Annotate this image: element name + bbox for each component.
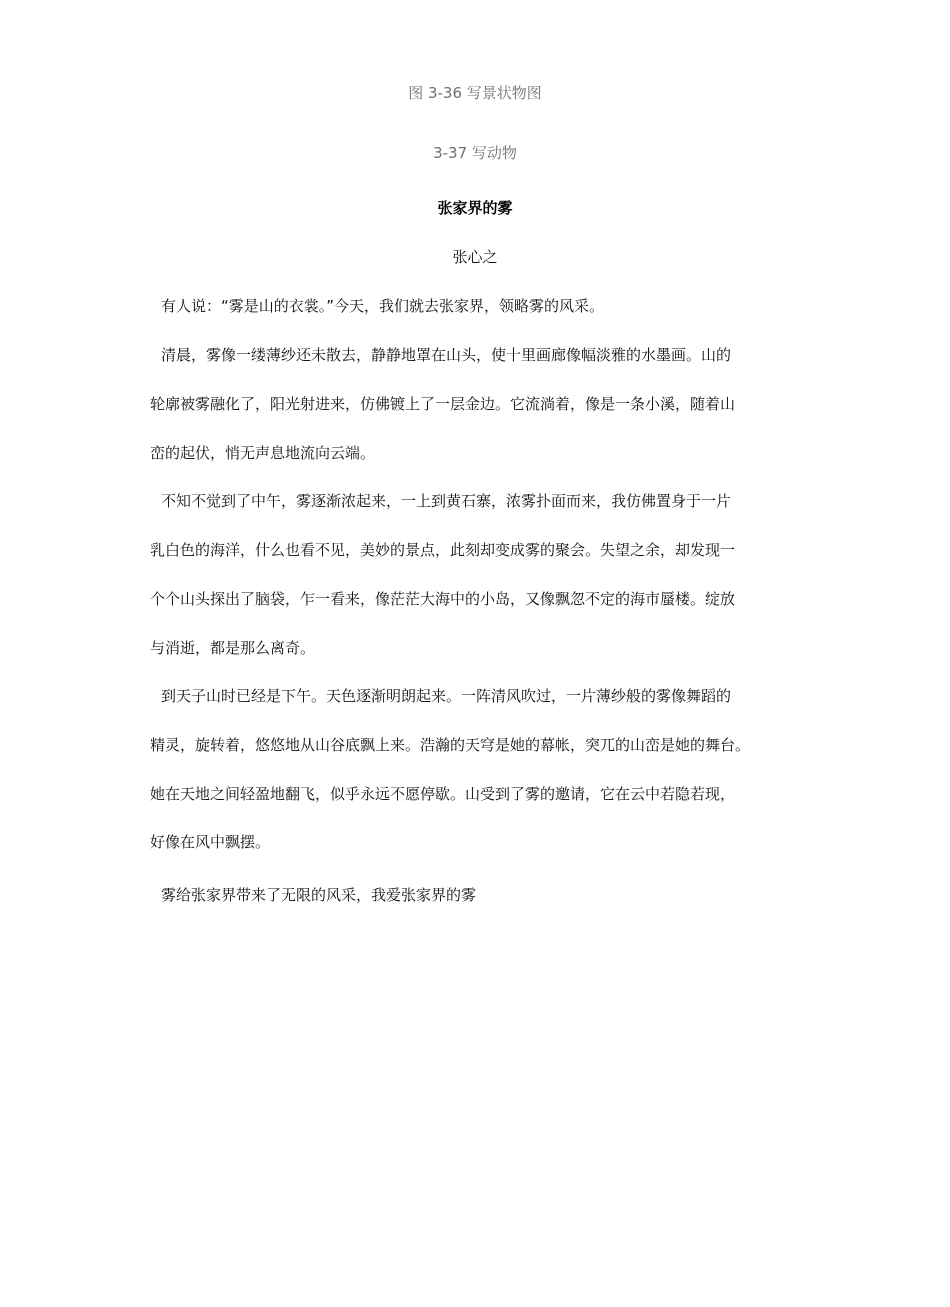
paragraph-2-line-2: 轮廓被雾融化了，阳光射进来，仿佛镀上了一层金边。它流淌着，像是一条小溪，随着山 (150, 395, 736, 413)
paragraph-4-line-2: 精灵，旋转着，悠悠地从山谷底飘上来。浩瀚的天穹是她的幕帐，突兀的山峦是她的舞台。 (150, 736, 751, 754)
essay-author: 张心之 (452, 248, 498, 266)
paragraph-4-line-3: 她在天地之间轻盈地翻飞，似乎永远不愿停歇。山受到了雾的邀请，它在云中若隐若现， (150, 785, 736, 803)
paragraph-4-line-4: 好像在风中飘摆。 (150, 833, 271, 851)
paragraph-3-line-1: 不知不觉到了中午，雾逐渐浓起来，一上到黄石寨，浓雾扑面而来，我仿佛置身于一片 (161, 492, 732, 510)
figure-caption-3-36: 图 3-36 写景状物图 (408, 84, 542, 102)
paragraph-2-line-3: 峦的起伏，悄无声息地流向云端。 (150, 444, 376, 462)
paragraph-1-line-1: 有人说：“雾是山的衣裳。”今天，我们就去张家界，领略雾的风采。 (161, 297, 605, 315)
paragraph-3-line-3: 个个山头探出了脑袋，乍一看来，像茫茫大海中的小岛，又像飘忽不定的海市蜃楼。绽放 (150, 590, 736, 608)
paragraph-4-line-1: 到天子山时已经是下午。天色逐渐明朗起来。一阵清风吹过，一片薄纱般的雾像舞蹈的 (161, 687, 732, 705)
figure-caption-3-37: 3-37 写动物 (433, 144, 517, 162)
paragraph-3-line-2: 乳白色的海洋，什么也看不见，美妙的景点，此刻却变成雾的聚会。失望之余，却发现一 (150, 541, 736, 559)
paragraph-3-line-4: 与消逝，都是那么离奇。 (150, 639, 316, 657)
essay-title: 张家界的雾 (437, 199, 513, 217)
paragraph-5-line-1: 雾给张家界带来了无限的风采，我爱张家界的雾 (161, 886, 477, 904)
paragraph-2-line-1: 清晨，雾像一缕薄纱还未散去，静静地罩在山头，使十里画廊像幅淡雅的水墨画。山的 (161, 346, 732, 364)
